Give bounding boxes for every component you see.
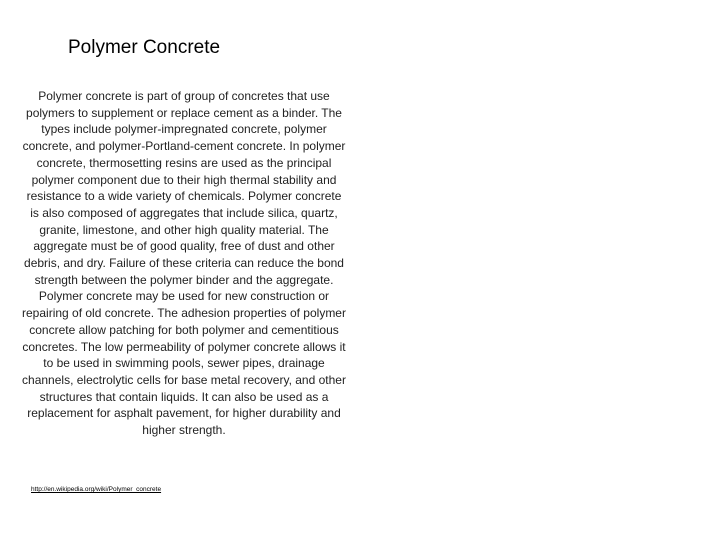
slide-title: Polymer Concrete <box>68 37 221 58</box>
slide-body-text: Polymer concrete is part of group of concretes that use polymers to supplement or replace cement as a binder. The types include polymer-impregnated concrete, polymer concrete, and polymer-Portland-cement concrete. In polymer concrete, thermosetting resins are used as the principal polymer component due to their high thermal stability and resistance to a wide variety of chemicals. Polymer concrete is also composed of aggregates that include silica, quartz, granite, limestone, and other high quality material. The aggregate must be of good quality, free of dust and other debris, and dry. Failure of these criteria can reduce the bond strength between the polymer binder and the aggregate. Polymer concrete may be used for new construction or repairing of old concrete. The adhesion properties of polymer concrete allow patching for both polymer and cementitious concretes. The low permeability of polymer concrete allows it to be used in swimming pools, sewer pipes, drainage channels, electrolytic cells for base metal recovery, and other structures that contain liquids. It can also be used as a replacement for asphalt pavement, for higher durability and higher strength. <box>22 89 346 438</box>
source-link[interactable]: http://en.wikipedia.org/wiki/Polymer_concrete <box>31 486 162 493</box>
